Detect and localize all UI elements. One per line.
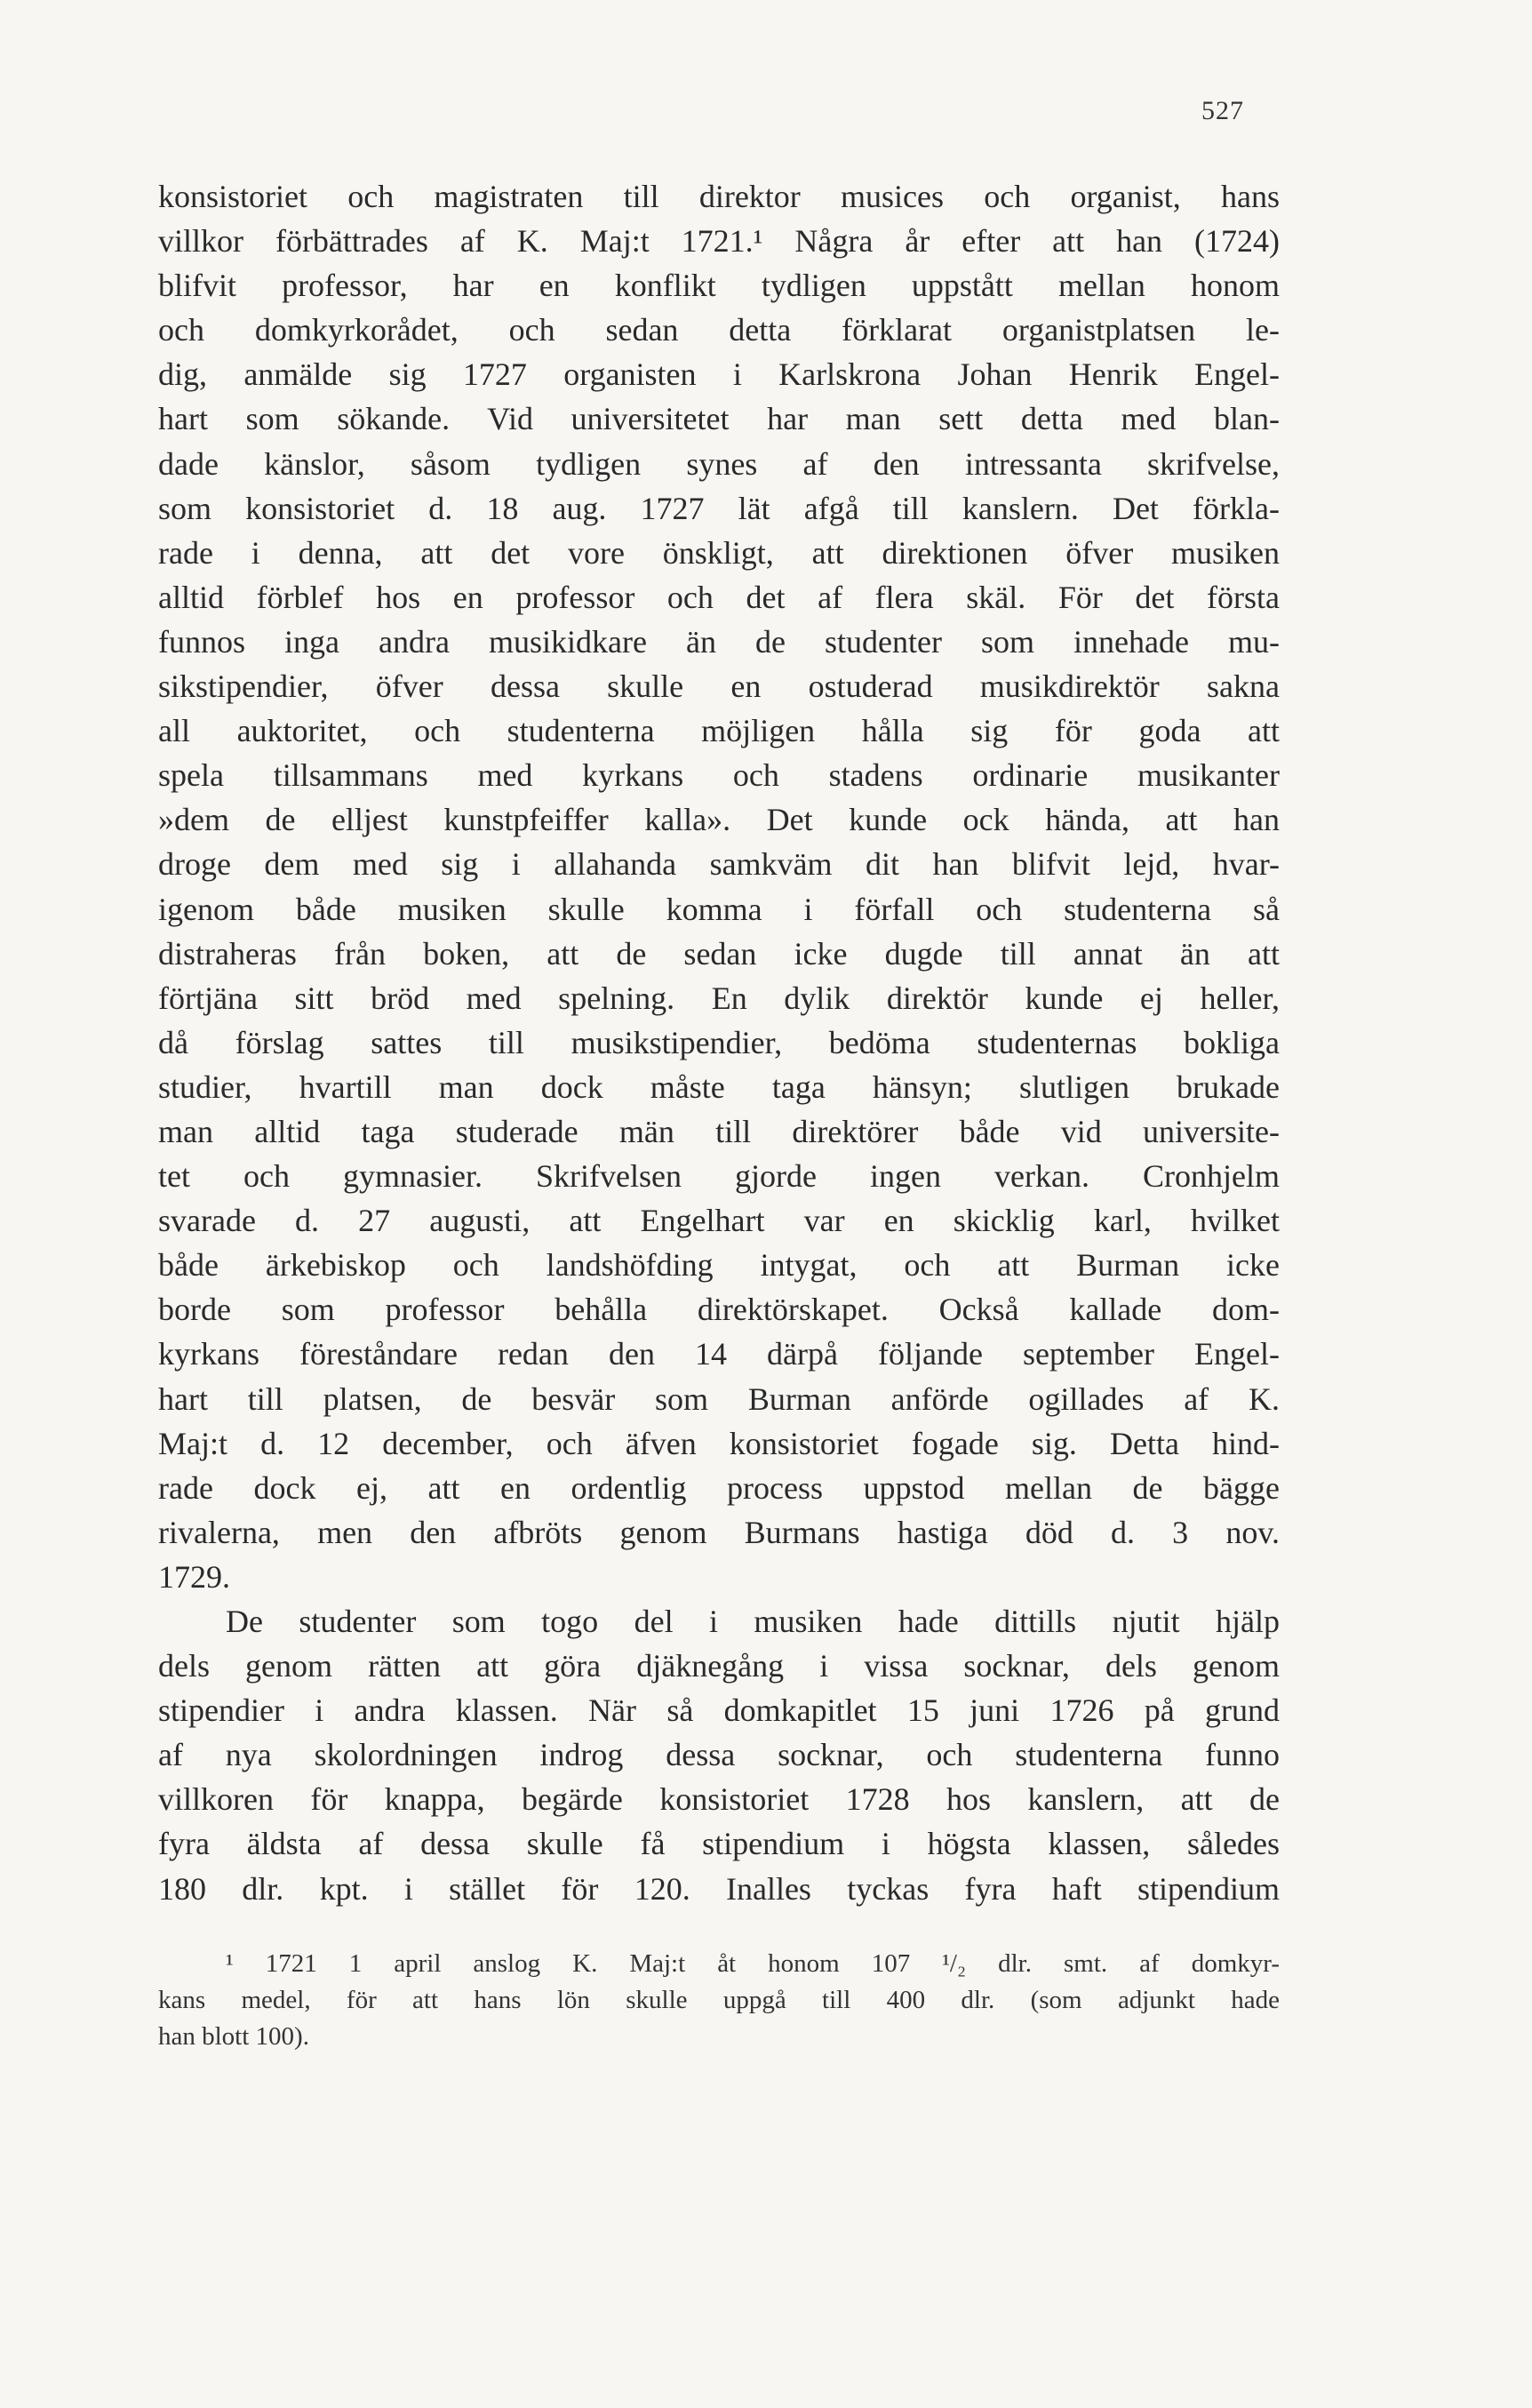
text-line: villkor förbättrades af K. Maj:t 1721.¹ Några år efter att han (1724) [158,223,1280,260]
text-line: tet och gymnasier. Skrifvelsen gjorde ingen verkan. Cronhjelm [158,1158,1280,1195]
text-line: sikstipendier, öfver dessa skulle en ostuderad musikdirektör sakna [158,668,1280,705]
text-line: »dem de elljest kunstpfeiffer kalla». Det kunde ock hända, att han [158,802,1280,838]
text-line: spela tillsammans med kyrkans och stadens ordinarie musikanter [158,757,1280,794]
text-line: borde som professor behålla direktörskapet. Också kallade dom- [158,1292,1280,1328]
paragraph-first-line: De studenter som togo del i musiken hade dittills njutit hjälp [226,1604,1280,1639]
text-line: 1729. [158,1558,230,1595]
text-line: Maj:t d. 12 december, och äfven konsistoriet fogade sig. Detta hind- [158,1425,1280,1461]
footnotes [158,1946,1280,2055]
text-line: rivalerna, men den afbröts genom Burmans hastiga död d. 3 nov. [158,1514,1280,1550]
text-line: då förslag sattes till musikstipendier, bedöma studenternas bokliga [158,1024,1280,1060]
text-line: blifvit professor, har en konflikt tydligen uppstått mellan honom [158,268,1280,304]
footnote-line: ¹ 1721 1 april anslog K. Maj:t åt honom 107 ¹/₂ dlr. smt. af domkyr- [226,1949,1280,1978]
text-line: förtjäna sitt bröd med spelning. En dylik direktör kunde ej heller, [158,980,1280,1016]
text-line: kyrkans föreståndare redan den 14 därpå följande september Engel- [158,1336,1280,1372]
text-line: hart som sökande. Vid universitetet har man sett detta med blan- [158,401,1280,437]
text-line: fyra äldsta af dessa skulle få stipendium i högsta klassen, således [158,1826,1280,1862]
text-line: och domkyrkorådet, och sedan detta förklarat organistplatsen le- [158,312,1280,348]
text-line: man alltid taga studerade män till direktörer både vid universite- [158,1113,1280,1149]
text-line: konsistoriet och magistraten till direktor musices och organist, hans [158,179,1280,214]
page-number: 527 [1201,96,1244,125]
text-line: igenom både musiken skulle komma i förfall och studenterna så [158,891,1280,927]
text-line: dels genom rätten att göra djäknegång i vissa socknar, dels genom [158,1648,1280,1684]
footnote-line: han blott 100). [158,2022,309,2051]
text-line: villkoren för knappa, begärde konsistoriet 1728 hos kanslern, att de [158,1781,1280,1818]
text-line: hart till platsen, de besvär som Burman anförde ogillades af K. [158,1380,1280,1417]
text-line: 180 dlr. kpt. i stället för 120. Inalles tyckas fyra haft stipendium [158,1870,1280,1907]
text-line: stipendier i andra klassen. När så domkapitlet 15 juni 1726 på grund [158,1692,1280,1729]
text-line: dig, anmälde sig 1727 organisten i Karlskrona Johan Henrik Engel- [158,356,1280,393]
footnote-line: kans medel, för att hans lön skulle uppgå till 400 dlr. (som adjunkt hade [158,1986,1280,2014]
text-line: dade känslor, såsom tydligen synes af den intressanta skrifvelse, [158,445,1280,482]
text-line: distraheras från boken, att de sedan icke dugde till annat än att [158,935,1280,972]
text-line: som konsistoriet d. 18 aug. 1727 lät afgå till kanslern. Det förkla- [158,490,1280,526]
body-text [158,174,1280,1911]
text-line: både ärkebiskop och landshöfding intygat, och att Burman icke [158,1247,1280,1284]
text-line: svarade d. 27 augusti, att Engelhart var en skicklig karl, hvilket [158,1203,1280,1239]
text-line: funnos inga andra musikidkare än de studenter som innehade mu- [158,623,1280,660]
text-line: studier, hvartill man dock måste taga hänsyn; slutligen brukade [158,1068,1280,1105]
text-line: droge dem med sig i allahanda samkväm dit han blifvit lejd, hvar- [158,846,1280,883]
text-line: alltid förblef hos en professor och det af flera skäl. För det första [158,579,1280,615]
text-line: all auktoritet, och studenterna möjligen hålla sig för goda att [158,713,1280,749]
text-line: rade dock ej, att en ordentlig process uppstod mellan de bägge [158,1469,1280,1506]
text-line: rade i denna, att det vore önskligt, att direktionen öfver musiken [158,534,1280,571]
text-line: af nya skolordningen indrog dessa socknar, och studenterna funno [158,1737,1280,1773]
